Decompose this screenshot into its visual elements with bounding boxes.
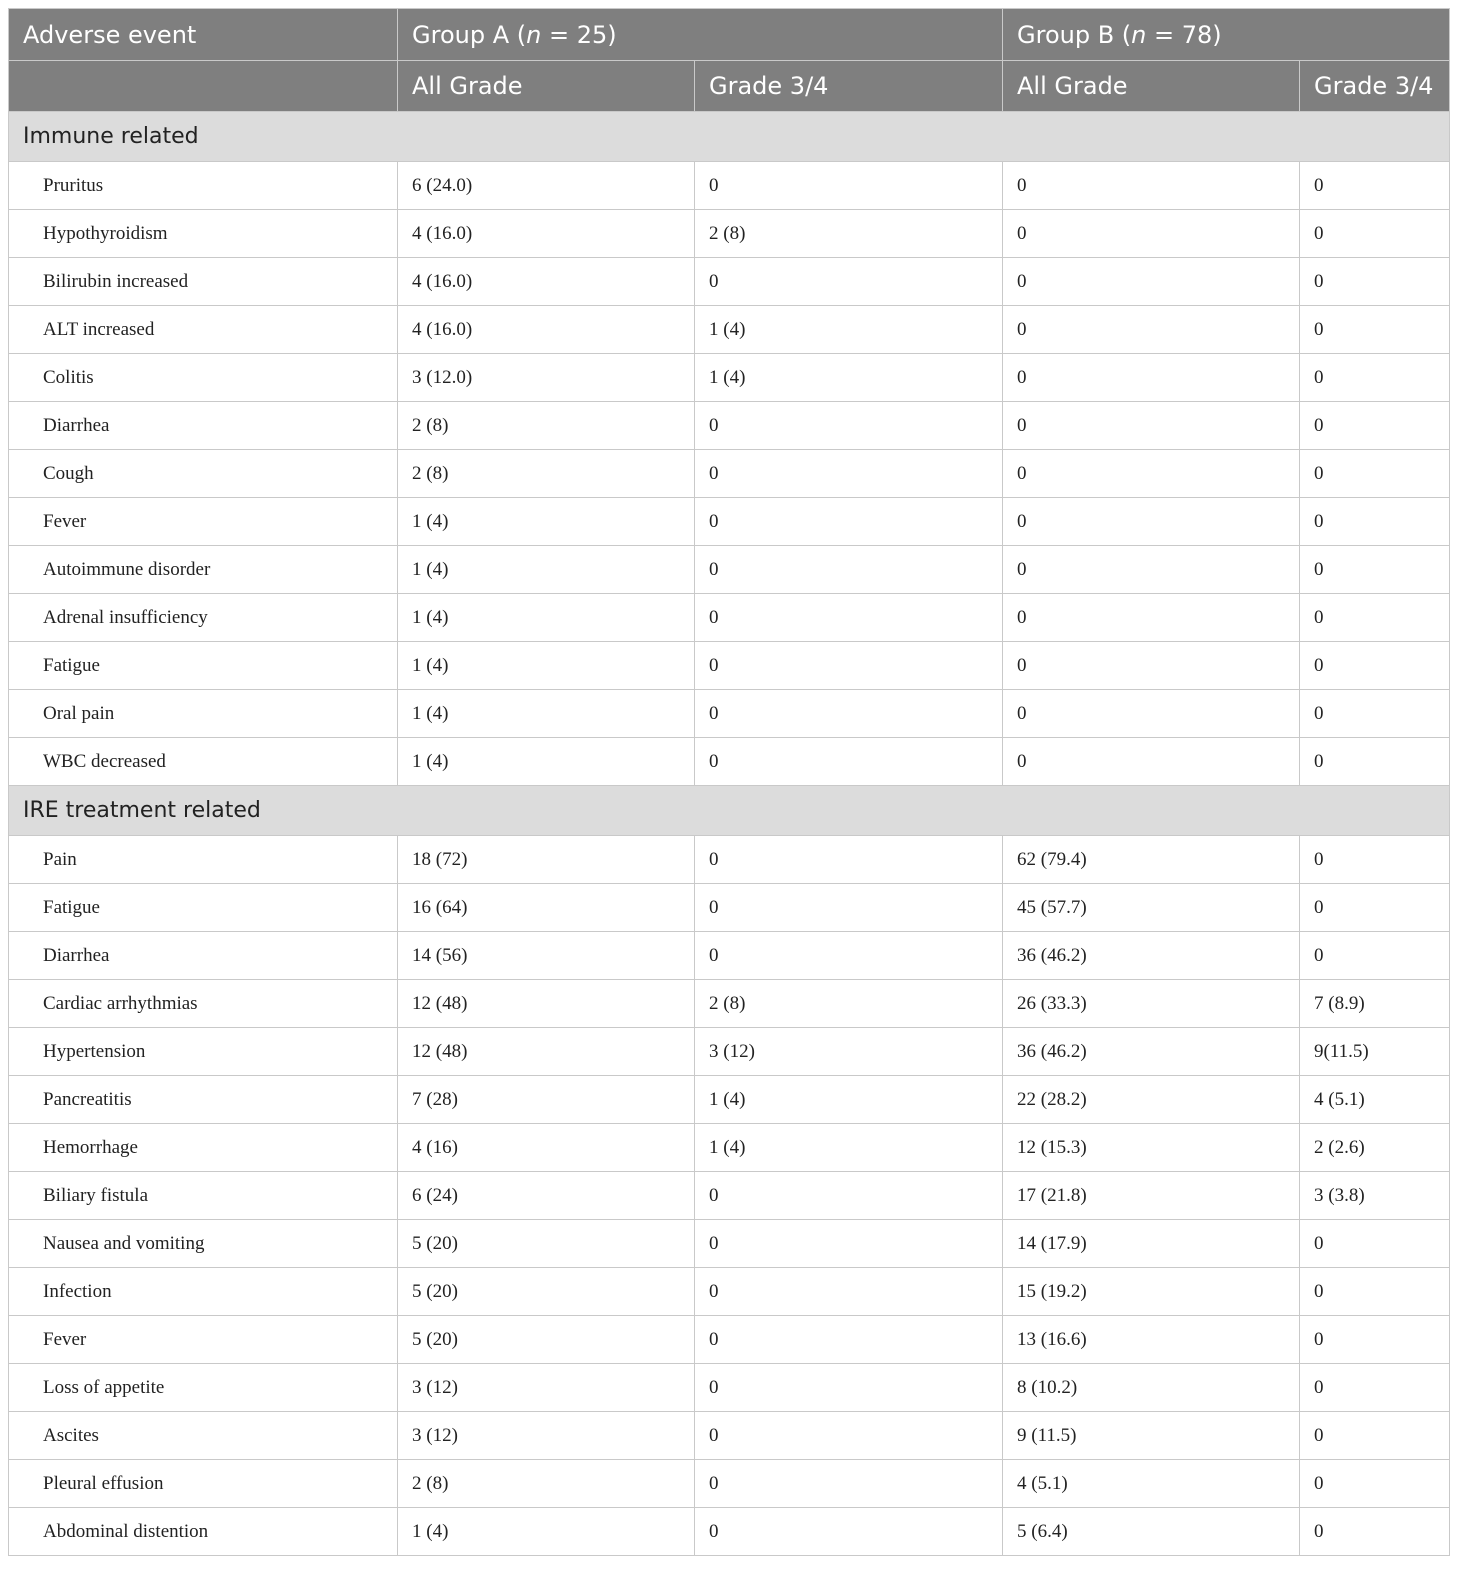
group-b-grade-3-4-cell: 0: [1300, 498, 1450, 546]
event-name-cell: Adrenal insufficiency: [9, 594, 398, 642]
event-name-cell: Autoimmune disorder: [9, 546, 398, 594]
event-name-cell: Fever: [9, 498, 398, 546]
table-row: [9, 354, 1450, 402]
event-name-cell: WBC decreased: [9, 738, 398, 786]
group-b-all-grade-cell: 0: [1003, 258, 1300, 306]
table-row: [9, 162, 1450, 210]
header-empty-cell: [9, 61, 398, 112]
group-b-grade-3-4-cell: 0: [1300, 690, 1450, 738]
event-name-cell: Nausea and vomiting: [9, 1220, 398, 1268]
group-a-all-grade-cell: 4 (16.0): [398, 258, 695, 306]
event-name-cell: Bilirubin increased: [9, 258, 398, 306]
event-name-cell: Pleural effusion: [9, 1460, 398, 1508]
group-b-all-grade-cell: 26 (33.3): [1003, 980, 1300, 1028]
section-title: IRE treatment related: [9, 786, 1450, 836]
event-name-cell: Diarrhea: [9, 932, 398, 980]
group-b-all-grade-cell: 4 (5.1): [1003, 1460, 1300, 1508]
group-a-grade-3-4-cell: 2 (8): [695, 210, 1003, 258]
table-row: [9, 738, 1450, 786]
group-a-grade-3-4-cell: 0: [695, 1172, 1003, 1220]
group-b-grade-3-4-cell: 0: [1300, 210, 1450, 258]
group-a-all-grade-cell: 2 (8): [398, 402, 695, 450]
table-row: [9, 402, 1450, 450]
group-b-grade-3-4-cell: 0: [1300, 258, 1450, 306]
group-b-grade-3-4-cell: 0: [1300, 450, 1450, 498]
group-a-all-grade-cell: 5 (20): [398, 1220, 695, 1268]
table-row: [9, 1364, 1450, 1412]
event-name-cell: Fatigue: [9, 642, 398, 690]
table-body: [9, 112, 1450, 1556]
group-b-prefix: Group B (: [1017, 20, 1132, 49]
group-a-grade-3-4-cell: 0: [695, 1412, 1003, 1460]
group-b-all-grade-cell: 0: [1003, 498, 1300, 546]
event-name-cell: Biliary fistula: [9, 1172, 398, 1220]
group-a-grade-3-4-cell: 0: [695, 1316, 1003, 1364]
event-name-cell: Pruritus: [9, 162, 398, 210]
table-row: [9, 546, 1450, 594]
group-a-grade-3-4-cell: 0: [695, 1220, 1003, 1268]
group-a-all-grade-cell: 12 (48): [398, 1028, 695, 1076]
header-group-b: [1003, 9, 1450, 61]
header-row-groups: [9, 9, 1450, 61]
group-a-grade-3-4-cell: 3 (12): [695, 1028, 1003, 1076]
group-b-grade-3-4-cell: 7 (8.9): [1300, 980, 1450, 1028]
group-b-grade-3-4-cell: 0: [1300, 1412, 1450, 1460]
group-b-n-symbol: n: [1131, 20, 1147, 49]
group-a-suffix: = 25): [541, 20, 617, 49]
group-a-grade-3-4-cell: 0: [695, 884, 1003, 932]
table-row: [9, 1412, 1450, 1460]
group-a-grade-3-4-cell: 0: [695, 932, 1003, 980]
group-b-grade-3-4-cell: 0: [1300, 546, 1450, 594]
group-b-grade-3-4-cell: 0: [1300, 1508, 1450, 1556]
group-b-all-grade-cell: 36 (46.2): [1003, 1028, 1300, 1076]
group-a-n-symbol: n: [526, 20, 542, 49]
group-a-all-grade-cell: 1 (4): [398, 546, 695, 594]
event-name-cell: Colitis: [9, 354, 398, 402]
group-a-grade-3-4-cell: 0: [695, 1364, 1003, 1412]
group-a-grade-3-4-cell: 0: [695, 690, 1003, 738]
group-a-all-grade-cell: 4 (16.0): [398, 210, 695, 258]
group-b-grade-3-4-cell: 0: [1300, 162, 1450, 210]
table-row: [9, 594, 1450, 642]
group-a-grade-3-4-cell: 0: [695, 546, 1003, 594]
group-a-grade-3-4-cell: 2 (8): [695, 980, 1003, 1028]
table-row: [9, 642, 1450, 690]
header-group-b-grade-3-4: Grade 3/4: [1300, 61, 1450, 112]
group-b-grade-3-4-cell: 9(11.5): [1300, 1028, 1450, 1076]
table-row: [9, 884, 1450, 932]
group-b-grade-3-4-cell: 0: [1300, 1268, 1450, 1316]
header-group-a: [398, 9, 1003, 61]
group-b-all-grade-cell: 13 (16.6): [1003, 1316, 1300, 1364]
group-a-grade-3-4-cell: 0: [695, 498, 1003, 546]
section-header-row: [9, 786, 1450, 836]
group-a-all-grade-cell: 16 (64): [398, 884, 695, 932]
group-b-grade-3-4-cell: 4 (5.1): [1300, 1076, 1450, 1124]
group-a-grade-3-4-cell: 0: [695, 642, 1003, 690]
group-b-all-grade-cell: 17 (21.8): [1003, 1172, 1300, 1220]
group-b-grade-3-4-cell: 0: [1300, 306, 1450, 354]
group-b-all-grade-cell: 0: [1003, 450, 1300, 498]
group-a-all-grade-cell: 2 (8): [398, 1460, 695, 1508]
group-a-all-grade-cell: 4 (16.0): [398, 306, 695, 354]
group-b-grade-3-4-cell: 0: [1300, 1460, 1450, 1508]
group-a-all-grade-cell: 6 (24.0): [398, 162, 695, 210]
table-row: [9, 690, 1450, 738]
table-row: [9, 1316, 1450, 1364]
group-b-grade-3-4-cell: 0: [1300, 1220, 1450, 1268]
group-b-all-grade-cell: 0: [1003, 162, 1300, 210]
group-a-grade-3-4-cell: 0: [695, 162, 1003, 210]
group-a-all-grade-cell: 1 (4): [398, 690, 695, 738]
group-b-all-grade-cell: 0: [1003, 642, 1300, 690]
group-a-all-grade-cell: 5 (20): [398, 1268, 695, 1316]
event-name-cell: Diarrhea: [9, 402, 398, 450]
table-row: [9, 1028, 1450, 1076]
header-row-grades: [9, 61, 1450, 112]
group-b-all-grade-cell: 0: [1003, 354, 1300, 402]
event-name-cell: Abdominal distention: [9, 1508, 398, 1556]
group-a-grade-3-4-cell: 0: [695, 738, 1003, 786]
event-name-cell: Hypertension: [9, 1028, 398, 1076]
group-b-all-grade-cell: 0: [1003, 306, 1300, 354]
group-b-all-grade-cell: 0: [1003, 690, 1300, 738]
group-b-all-grade-cell: 15 (19.2): [1003, 1268, 1300, 1316]
group-a-all-grade-cell: 1 (4): [398, 642, 695, 690]
group-a-all-grade-cell: 1 (4): [398, 738, 695, 786]
group-a-grade-3-4-cell: 0: [695, 1268, 1003, 1316]
table-row: [9, 980, 1450, 1028]
table-row: [9, 258, 1450, 306]
group-b-all-grade-cell: 12 (15.3): [1003, 1124, 1300, 1172]
group-b-grade-3-4-cell: 3 (3.8): [1300, 1172, 1450, 1220]
group-a-grade-3-4-cell: 0: [695, 450, 1003, 498]
group-b-all-grade-cell: 0: [1003, 594, 1300, 642]
group-a-grade-3-4-cell: 1 (4): [695, 306, 1003, 354]
group-b-grade-3-4-cell: 0: [1300, 354, 1450, 402]
event-name-cell: Infection: [9, 1268, 398, 1316]
group-b-all-grade-cell: 36 (46.2): [1003, 932, 1300, 980]
event-name-cell: Cardiac arrhythmias: [9, 980, 398, 1028]
group-a-grade-3-4-cell: 0: [695, 594, 1003, 642]
event-name-cell: Pain: [9, 836, 398, 884]
group-a-all-grade-cell: 12 (48): [398, 980, 695, 1028]
table-row: [9, 1076, 1450, 1124]
event-name-cell: Loss of appetite: [9, 1364, 398, 1412]
group-a-all-grade-cell: 1 (4): [398, 594, 695, 642]
group-b-grade-3-4-cell: 0: [1300, 402, 1450, 450]
group-a-all-grade-cell: 3 (12): [398, 1412, 695, 1460]
table-row: [9, 1220, 1450, 1268]
group-b-all-grade-cell: 45 (57.7): [1003, 884, 1300, 932]
header-adverse-event: Adverse event: [9, 9, 398, 61]
event-name-cell: Oral pain: [9, 690, 398, 738]
header-group-b-all-grade: All Grade: [1003, 61, 1300, 112]
group-a-all-grade-cell: 3 (12): [398, 1364, 695, 1412]
group-b-all-grade-cell: 5 (6.4): [1003, 1508, 1300, 1556]
group-a-all-grade-cell: 7 (28): [398, 1076, 695, 1124]
group-a-all-grade-cell: 1 (4): [398, 1508, 695, 1556]
group-a-prefix: Group A (: [412, 20, 527, 49]
table-row: [9, 498, 1450, 546]
group-a-all-grade-cell: 1 (4): [398, 498, 695, 546]
group-a-grade-3-4-cell: 0: [695, 258, 1003, 306]
group-a-grade-3-4-cell: 0: [695, 836, 1003, 884]
group-b-grade-3-4-cell: 0: [1300, 594, 1450, 642]
event-name-cell: ALT increased: [9, 306, 398, 354]
group-b-grade-3-4-cell: 0: [1300, 836, 1450, 884]
group-b-all-grade-cell: 14 (17.9): [1003, 1220, 1300, 1268]
group-b-all-grade-cell: 8 (10.2): [1003, 1364, 1300, 1412]
group-a-grade-3-4-cell: 1 (4): [695, 1124, 1003, 1172]
group-b-all-grade-cell: 0: [1003, 546, 1300, 594]
table-row: [9, 1172, 1450, 1220]
group-a-all-grade-cell: 6 (24): [398, 1172, 695, 1220]
section-title: Immune related: [9, 112, 1450, 162]
group-b-grade-3-4-cell: 0: [1300, 932, 1450, 980]
group-a-all-grade-cell: 18 (72): [398, 836, 695, 884]
group-b-grade-3-4-cell: 0: [1300, 1364, 1450, 1412]
section-header-row: [9, 112, 1450, 162]
group-a-all-grade-cell: 5 (20): [398, 1316, 695, 1364]
table-row: [9, 450, 1450, 498]
table-header: [9, 9, 1450, 112]
group-a-all-grade-cell: 2 (8): [398, 450, 695, 498]
table-row: [9, 932, 1450, 980]
group-a-all-grade-cell: 4 (16): [398, 1124, 695, 1172]
group-b-grade-3-4-cell: 0: [1300, 642, 1450, 690]
group-a-all-grade-cell: 3 (12.0): [398, 354, 695, 402]
adverse-events-table: [8, 8, 1450, 1556]
event-name-cell: Hemorrhage: [9, 1124, 398, 1172]
group-a-grade-3-4-cell: 0: [695, 402, 1003, 450]
table-row: [9, 210, 1450, 258]
group-b-all-grade-cell: 9 (11.5): [1003, 1412, 1300, 1460]
table-row: [9, 1124, 1450, 1172]
event-name-cell: Fever: [9, 1316, 398, 1364]
group-b-grade-3-4-cell: 0: [1300, 1316, 1450, 1364]
header-group-a-grade-3-4: Grade 3/4: [695, 61, 1003, 112]
group-a-grade-3-4-cell: 1 (4): [695, 1076, 1003, 1124]
table-row: [9, 836, 1450, 884]
table-row: [9, 1268, 1450, 1316]
group-b-all-grade-cell: 0: [1003, 738, 1300, 786]
table-row: [9, 1508, 1450, 1556]
group-b-all-grade-cell: 62 (79.4): [1003, 836, 1300, 884]
group-a-grade-3-4-cell: 0: [695, 1460, 1003, 1508]
event-name-cell: Hypothyroidism: [9, 210, 398, 258]
group-b-suffix: = 78): [1146, 20, 1222, 49]
event-name-cell: Ascites: [9, 1412, 398, 1460]
event-name-cell: Fatigue: [9, 884, 398, 932]
group-b-all-grade-cell: 0: [1003, 402, 1300, 450]
group-b-grade-3-4-cell: 0: [1300, 738, 1450, 786]
group-b-grade-3-4-cell: 2 (2.6): [1300, 1124, 1450, 1172]
group-b-grade-3-4-cell: 0: [1300, 884, 1450, 932]
header-group-a-all-grade: All Grade: [398, 61, 695, 112]
group-a-all-grade-cell: 14 (56): [398, 932, 695, 980]
group-a-grade-3-4-cell: 0: [695, 1508, 1003, 1556]
group-a-grade-3-4-cell: 1 (4): [695, 354, 1003, 402]
group-b-all-grade-cell: 0: [1003, 210, 1300, 258]
event-name-cell: Pancreatitis: [9, 1076, 398, 1124]
table-row: [9, 1460, 1450, 1508]
table-row: [9, 306, 1450, 354]
group-b-all-grade-cell: 22 (28.2): [1003, 1076, 1300, 1124]
event-name-cell: Cough: [9, 450, 398, 498]
